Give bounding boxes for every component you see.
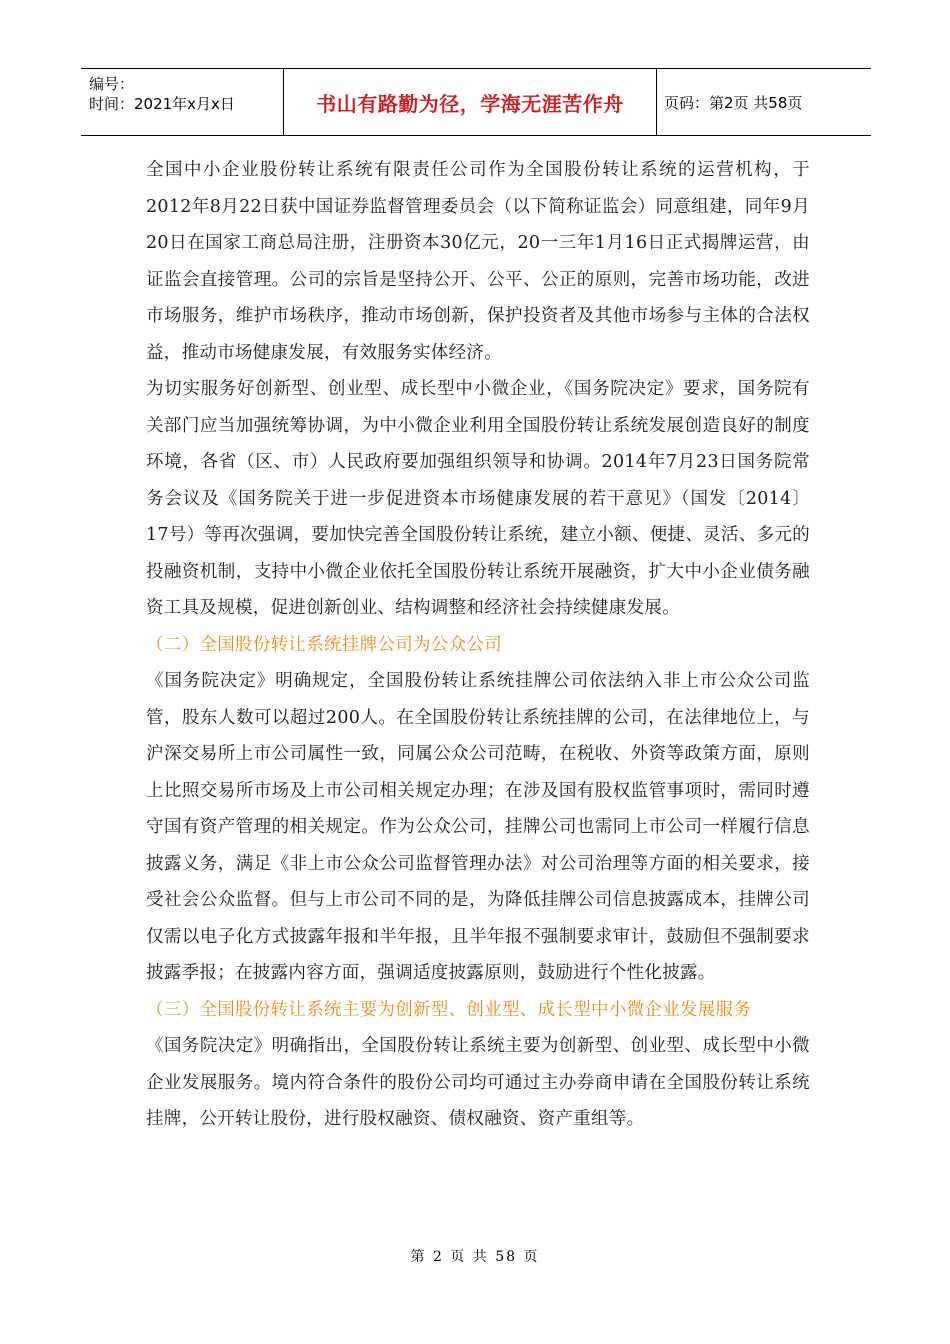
date-label: 时间：2021年x月x日 — [89, 95, 235, 113]
section-heading-2: （二）全国股份转让系统挂牌公司为公众公司 — [146, 634, 502, 655]
section-heading-3: （三）全国股份转让系统主要为创新型、创业型、成长型中小微企业发展服务 — [146, 999, 752, 1020]
paragraph-1: 全国中小企业股份转让系统有限责任公司作为全国股份转让系统的运营机构，于2012年8月22日获中国证券监督管理委员会（以下简称证监会）同意组建，同年9月20日在国家工商总局注册，注册资本30亿元，20一三年1月16日正式揭牌运营，由证监会直接管理。公司的宗旨是坚持公开、公平、公正的原则，完善市场功能，改进市场服务，维护市场秩序，推动市场创新，保护投资者及其他市场参与主体的合法权益，推动市场健康发展，有效服务实体经济。 — [146, 160, 810, 363]
page-header — [81, 68, 871, 136]
document-body — [146, 152, 810, 1138]
header-page-cell — [657, 69, 871, 135]
motto-text: 书山有路勤为径，学海无涯苦作舟 — [316, 91, 624, 116]
paragraph-2: 为切实服务好创新型、创业型、成长型中小微企业，《国务院决定》要求，国务院有关部门应当加强统筹协调，为中小微企业利用全国股份转让系统发展创造良好的制度环境，各省（区、市）人民政府要加强组织领导和协调。2014年7月23日国务院常务会议及《国务院关于进一步促进资本市场健康发展的若干意见》（国发〔2014〕17号）等再次强调，要加快完善全国股份转让系统，建立小额、便捷、灵活、多元的投融资机制，支持中小微企业依托全国股份转让系统开展融资，扩大中小企业债务融资工具及规模，促进创新创业、结构调整和经济社会持续健康发展。 — [146, 379, 810, 618]
paragraph-4: 《国务院决定》明确指出，全国股份转让系统主要为创新型、创业型、成长型中小微企业发展服务。境内符合条件的股份公司均可通过主办券商申请在全国股份转让系统挂牌，公开转让股份，进行股权融资、债权融资、资产重组等。 — [146, 1036, 810, 1129]
code-label: 编号： — [89, 75, 135, 93]
page-footer: 第 2 页 共 58 页 — [410, 1249, 540, 1265]
header-meta-cell — [81, 69, 283, 135]
page-number-label: 页码：第2页 共58页 — [664, 93, 803, 112]
paragraph-3: 《国务院决定》明确规定，全国股份转让系统挂牌公司依法纳入非上市公众公司监管，股东人数可以超过200人。在全国股份转让系统挂牌的公司，在法律地位上，与沪深交易所上市公司属性一致，同属公众公司范畴，在税收、外资等政策方面，原则上比照交易所市场及上市公司相关规定办理；在涉及国有股权监管事项时，需同时遵守国有资产管理的相关规定。作为公众公司，挂牌公司也需同上市公司一样履行信息披露义务，满足《非上市公众公司监督管理办法》对公司治理等方面的相关要求，接受社会公众监督。但与上市公司不同的是，为降低挂牌公司信息披露成本，挂牌公司仅需以电子化方式披露年报和半年报，且半年报不强制要求审计，鼓励但不强制要求披露季报；在披露内容方面，强调适度披露原则，鼓励进行个性化披露。 — [146, 671, 810, 983]
header-motto-cell — [283, 69, 657, 135]
